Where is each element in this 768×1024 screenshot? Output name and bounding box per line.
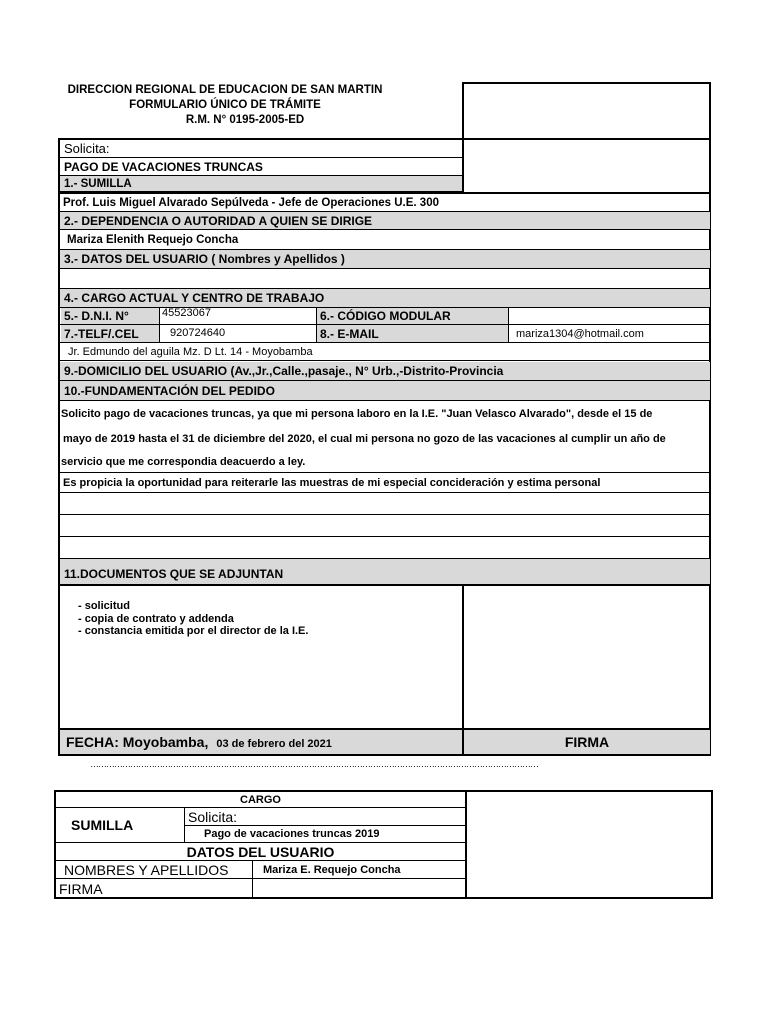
document-item: - constancia emitida por el director de la I.E. xyxy=(78,625,309,637)
fundamentacion-line-4[interactable] xyxy=(60,473,710,493)
sumilla-label-row xyxy=(60,176,462,192)
cargo-sumilla-label: SUMILLA xyxy=(71,817,134,833)
cargo-solicita-label: Solicita: xyxy=(188,808,238,825)
firma-label: FIRMA xyxy=(564,734,610,750)
documentos-label-row xyxy=(60,559,710,586)
domicilio-label-row xyxy=(60,362,710,381)
email-value[interactable]: mariza1304@hotmail.com xyxy=(516,327,644,340)
cargo-datos-usuario-cell xyxy=(56,843,465,860)
datos-usuario-label: 3.- DATOS DEL USUARIO ( Nombres y Apellidos ) xyxy=(64,252,345,266)
datos-usuario-label-row xyxy=(60,250,710,269)
cargo-solicita-value: Pago de vacaciones truncas 2019 xyxy=(204,827,380,840)
cargo-title-cell xyxy=(56,792,465,807)
cargo-firma-value-cell[interactable] xyxy=(254,879,464,898)
dni-label: 5.- D.N.I. N° xyxy=(61,308,159,324)
fundamentacion-line-2[interactable] xyxy=(60,426,710,451)
dni-value[interactable]: 45523067 xyxy=(162,307,211,319)
cargo-actual-label-row xyxy=(60,289,710,308)
cargo-datos-usuario-label: DATOS DEL USUARIO xyxy=(186,843,335,860)
dependencia-label: 2.- DEPENDENCIA O AUTORIDAD A QUIEN SE DIRIGE xyxy=(64,213,373,228)
firma-cell xyxy=(464,730,710,754)
codigo-modular-label: 6.- CÓDIGO MODULAR xyxy=(317,308,508,324)
fundamentacion-label-row xyxy=(60,381,710,401)
cargo-nombres-label: NOMBRES Y APELLIDOS xyxy=(64,861,229,878)
fundamentacion-line-5[interactable] xyxy=(60,493,710,515)
cargo-sumilla-label-cell xyxy=(56,808,184,842)
cargo-title: CARGO xyxy=(240,793,281,806)
header-line-1: DIRECCION REGIONAL DE EDUCACION DE SAN MARTIN xyxy=(67,84,383,96)
sumilla-label: 1.- SUMILLA xyxy=(64,177,132,190)
dependencia-value-row[interactable] xyxy=(60,230,710,250)
cargo-nombres-value: Mariza E. Requejo Concha xyxy=(263,863,401,876)
header-line-3: R.M. N° 0195-2005-ED xyxy=(185,114,305,126)
domicilio-label: 9.-DOMICILIO DEL USUARIO (Av.,Jr.,Calle.,pasaje., N° Urb.,-Distrito-Provincia xyxy=(64,364,504,378)
address-value: Jr. Edmundo del aguila Mz. D Lt. 14 - Moyobamba xyxy=(68,345,313,358)
datos-usuario-value-row[interactable] xyxy=(60,269,710,289)
fundamentacion-text-3: servicio que me correspondia deacuerdo a ley. xyxy=(61,455,306,468)
fundamentacion-line-6[interactable] xyxy=(60,515,710,537)
address-row[interactable] xyxy=(60,343,710,361)
cargo-firma-label: FIRMA xyxy=(59,880,103,897)
dependencia-value: Mariza Elenith Requejo Concha xyxy=(67,233,239,246)
email-label: 8.- E-MAIL xyxy=(317,325,508,342)
solicita-label: Solicita: xyxy=(64,141,110,156)
cargo-nombres-value-cell[interactable] xyxy=(254,861,401,878)
sumilla-value-row[interactable] xyxy=(60,194,710,212)
cargo-actual-label: 4.- CARGO ACTUAL Y CENTRO DE TRABAJO xyxy=(64,291,325,305)
fundamentacion-line-7[interactable] xyxy=(60,537,710,559)
fecha-value[interactable]: 03 de febrero del 2021 xyxy=(216,737,332,750)
fecha-label: FECHA: Moyobamba, xyxy=(66,734,209,750)
fecha-row xyxy=(60,730,462,754)
fundamentacion-line-3[interactable] xyxy=(60,451,710,473)
solicita-value[interactable]: PAGO DE VACACIONES TRUNCAS xyxy=(64,159,263,174)
fundamentacion-label: 10.-FUNDAMENTACIÓN DEL PEDIDO xyxy=(64,383,275,398)
cargo-solicita-label-cell xyxy=(186,808,237,825)
dependencia-label-row xyxy=(60,212,710,230)
cargo-nombres-label-cell xyxy=(56,861,252,878)
documentos-list[interactable] xyxy=(78,600,308,638)
cargo-solicita-value-cell[interactable] xyxy=(186,825,379,842)
fundamentacion-text-1: Solicito pago de vacaciones truncas, ya que mi persona laboro en la I.E. "Juan Velasco Alvarado", desde el 15 de xyxy=(61,407,653,420)
document-item: - solicitud xyxy=(78,600,130,612)
sumilla-value: Prof. Luis Miguel Alvarado Sepúlveda - Jefe de Operaciones U.E. 300 xyxy=(63,196,439,209)
fundamentacion-text-2: mayo de 2019 hasta el 31 de diciembre del 2020, el cual mi persona no gozo de las vacaciones al cumplir un año de xyxy=(63,432,666,445)
documentos-label: 11.DOCUMENTOS QUE SE ADJUNTAN xyxy=(64,566,284,581)
header-line-2: FORMULARIO ÚNICO DE TRÁMITE xyxy=(129,99,321,111)
tel-label: 7.-TELF/.CEL xyxy=(61,325,159,342)
fundamentacion-text-4: Es propicia la oportunidad para reiterarle las muestras de mi especial concideración y estima personal xyxy=(63,476,601,489)
document-item: - copia de contrato y addenda xyxy=(78,612,234,625)
fundamentacion-line-1[interactable] xyxy=(60,401,710,426)
cargo-firma-label-cell xyxy=(56,879,252,898)
tel-value[interactable]: 920724640 xyxy=(170,327,226,339)
cut-separator: …………………………………………………………………………………………………………………………………………………… xyxy=(90,759,538,769)
